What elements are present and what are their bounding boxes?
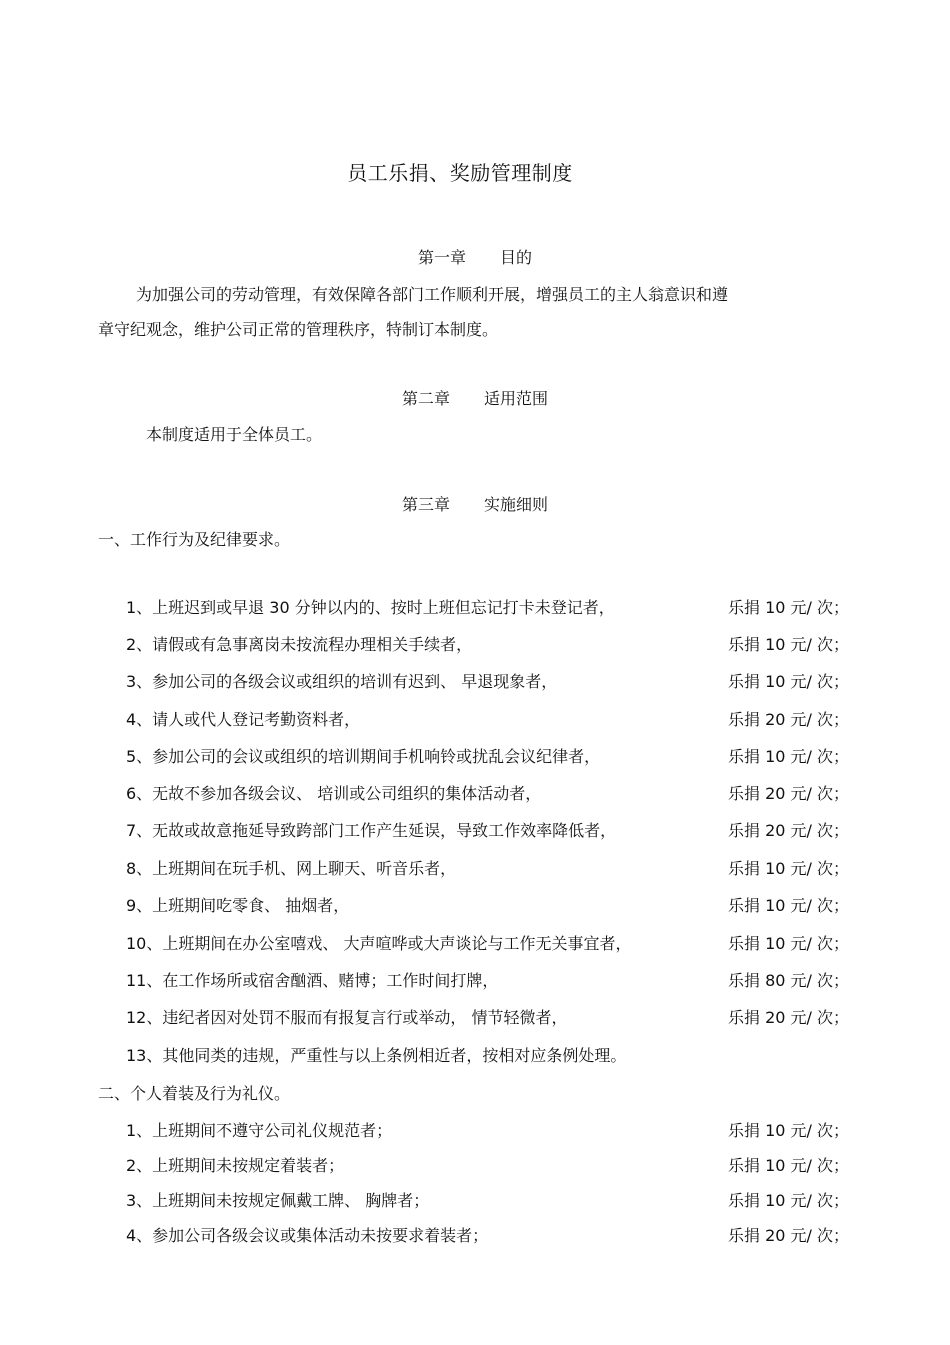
- rule-text: 4、参加公司各级会议或集体活动未按要求着装者；: [126, 1226, 489, 1245]
- chapter-1-heading: [0, 245, 950, 268]
- rule-fine: 乐捐 10 元/ 次；: [728, 1156, 850, 1175]
- rule-row: [0, 595, 950, 619]
- rule-row: [0, 968, 950, 992]
- rule-fine: 乐捐 10 元/ 次；: [728, 598, 850, 617]
- document-title: 员工乐捐、奖励管理制度: [347, 161, 573, 185]
- rule-text: 11、在工作场所或宿舍酗酒、赌博；工作时间打牌，: [126, 971, 499, 990]
- rule-fine: 乐捐 10 元/ 次；: [728, 635, 850, 654]
- rule-text: 3、参加公司的各级会议或组织的培训有迟到、 早退现象者，: [126, 672, 558, 691]
- rule-text: 9、上班期间吃零食、 抽烟者，: [126, 896, 350, 915]
- rule-fine: 乐捐 20 元/ 次；: [728, 710, 850, 729]
- chapter-number: 第二章: [401, 389, 450, 408]
- rule-row: [0, 632, 950, 656]
- rule-fine: 乐捐 10 元/ 次；: [728, 672, 850, 691]
- rule-fine: 乐捐 10 元/ 次；: [728, 896, 850, 915]
- rule-row: [0, 1153, 950, 1177]
- rule-text: 10、上班期间在办公室嘻戏、 大声喧哗或大声谈论与工作无关事宜者，: [126, 934, 632, 953]
- purpose-paragraph-line-2: 章守纪观念，维护公司正常的管理秩序，特制订本制度。: [98, 320, 499, 339]
- rule-row: [0, 1188, 950, 1212]
- rule-row: [0, 931, 950, 955]
- rule-row: [0, 669, 950, 693]
- rule-text: 13、其他同类的违规，严重性与以上条例相近者，按相对应条例处理。: [126, 1046, 627, 1065]
- rule-fine: 乐捐 20 元/ 次；: [728, 1226, 850, 1245]
- rule-fine: 乐捐 10 元/ 次；: [728, 859, 850, 878]
- chapter-name: 适用范围: [484, 389, 549, 408]
- rule-fine: 乐捐 10 元/ 次；: [728, 1121, 850, 1140]
- rule-fine: 乐捐 20 元/ 次；: [728, 821, 850, 840]
- rule-fine: 乐捐 80 元/ 次；: [728, 971, 850, 990]
- rule-fine: 乐捐 20 元/ 次；: [728, 784, 850, 803]
- chapter-3-heading: [0, 492, 950, 515]
- chapter-2-heading: [0, 386, 950, 409]
- rule-text: 2、上班期间未按规定着装者；: [126, 1156, 345, 1175]
- rule-text: 6、无故不参加各级会议、 培训或公司组织的集体活动者，: [126, 784, 542, 803]
- rule-text: 1、上班期间不遵守公司礼仪规范者；: [126, 1121, 393, 1140]
- rule-row: [0, 1223, 950, 1247]
- chapter-name: 目的: [500, 248, 533, 267]
- rule-row: [0, 818, 950, 842]
- rule-text: 8、上班期间在玩手机、网上聊天、听音乐者，: [126, 859, 457, 878]
- rule-row: [0, 744, 950, 768]
- rule-text: 4、请人或代人登记考勤资料者，: [126, 710, 361, 729]
- rule-text: 5、参加公司的会议或组织的培训期间手机响铃或扰乱会议纪律者，: [126, 747, 601, 766]
- rule-fine: 乐捐 10 元/ 次；: [728, 747, 850, 766]
- rule-row: [0, 856, 950, 880]
- rule-text: 3、上班期间未按规定佩戴工牌、 胸牌者；: [126, 1191, 430, 1210]
- rule-text: 12、违纪者因对处罚不服而有报复言行或举动， 情节轻微者，: [126, 1008, 568, 1027]
- chapter-number: 第三章: [401, 495, 450, 514]
- purpose-paragraph-line-1: 为加强公司的劳动管理，有效保障各部门工作顺利开展，增强员工的主人翁意识和遵: [136, 285, 729, 304]
- section-1-heading: 一、工作行为及纪律要求。: [98, 530, 291, 549]
- rule-fine: 乐捐 10 元/ 次；: [728, 1191, 850, 1210]
- rule-fine: 乐捐 10 元/ 次；: [728, 934, 850, 953]
- rule-row: [0, 781, 950, 805]
- section-2-heading: 二、个人着装及行为礼仪。: [98, 1084, 291, 1103]
- rule-row: [0, 893, 950, 917]
- rule-fine: 乐捐 20 元/ 次；: [728, 1008, 850, 1027]
- rule-row: [0, 707, 950, 731]
- chapter-name: 实施细则: [484, 495, 549, 514]
- rule-row: [0, 1043, 950, 1067]
- rule-text: 2、请假或有急事离岗未按流程办理相关手续者，: [126, 635, 473, 654]
- scope-paragraph: 本制度适用于全体员工。: [146, 425, 323, 444]
- chapter-number: 第一章: [417, 248, 466, 267]
- rule-row: [0, 1005, 950, 1029]
- rule-text: 1、上班迟到或早退 30 分钟以内的、按时上班但忘记打卡未登记者，: [126, 598, 615, 617]
- rule-row: [0, 1118, 950, 1142]
- rule-text: 7、无故或故意拖延导致跨部门工作产生延误，导致工作效率降低者，: [126, 821, 617, 840]
